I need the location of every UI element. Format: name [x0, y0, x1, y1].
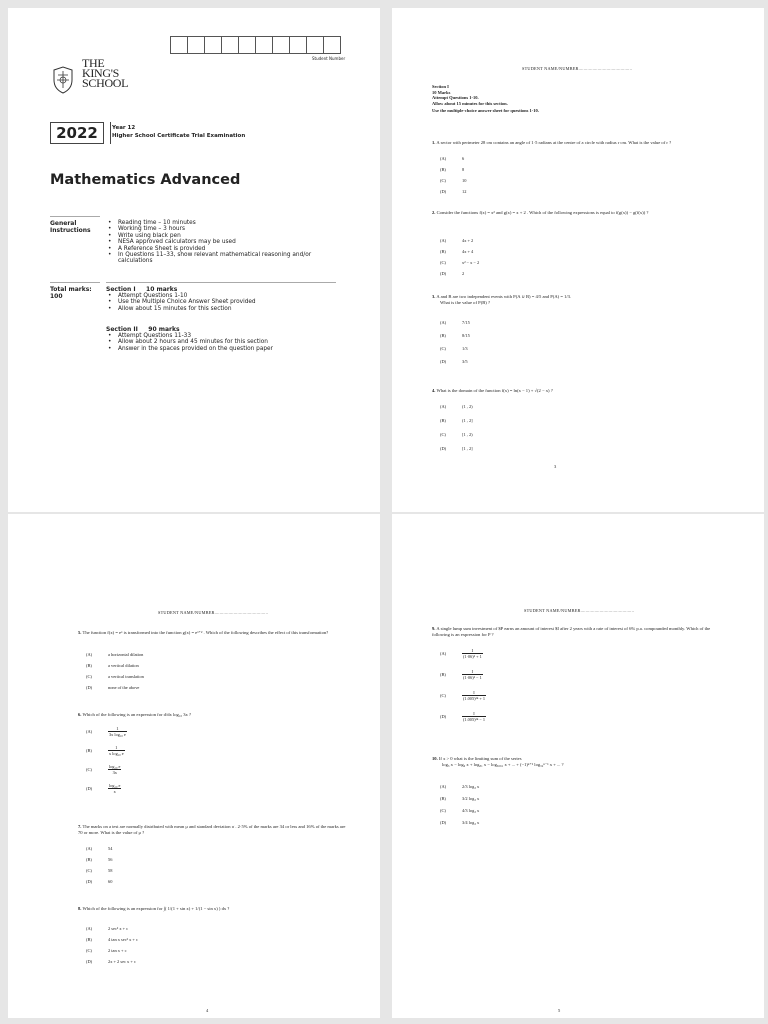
section-2-list — [106, 333, 336, 352]
question-number: 10. — [432, 756, 438, 761]
options-q4 — [440, 404, 473, 451]
section-info — [432, 84, 732, 114]
divider — [50, 216, 100, 217]
fraction-denominator: (1·06)² + 1 — [463, 654, 482, 659]
list-item: • Write using black pen — [106, 233, 336, 239]
school-name-line: KING'S — [82, 66, 120, 80]
question-8 — [78, 906, 350, 912]
question-6 — [78, 712, 350, 718]
page-number: 4 — [206, 1008, 209, 1013]
option — [440, 404, 473, 409]
option-label: (A) — [440, 238, 447, 243]
instructions-list — [106, 220, 336, 265]
options-q10 — [440, 784, 479, 825]
page-number: 5 — [558, 1008, 561, 1013]
list-item: • Answer in the spaces provided on the question paper — [106, 346, 336, 352]
school-name-line: THE — [82, 56, 105, 70]
option — [86, 674, 144, 679]
option-value: none of the above — [108, 685, 140, 690]
question-5 — [78, 630, 350, 636]
option — [86, 726, 127, 737]
fraction-denominator: (1.005)²⁴ + 1 — [463, 696, 486, 701]
option-value: [1 , 2] — [462, 446, 473, 451]
option-value: (1 , 2] — [462, 418, 473, 423]
fraction-numerator: I — [462, 648, 483, 654]
fraction-numerator: 1 — [108, 726, 127, 732]
fraction-denominator: x — [113, 789, 116, 794]
question-3 — [432, 294, 732, 306]
option-label: (D) — [86, 785, 93, 791]
question-9 — [432, 626, 722, 638]
option — [86, 868, 112, 873]
exam-title — [112, 124, 245, 140]
option — [440, 178, 466, 183]
option-value: (1 , 2) — [462, 404, 473, 409]
option-label: (D) — [440, 713, 447, 719]
option — [86, 846, 112, 851]
option-label: (B) — [440, 671, 446, 677]
option-value: 3/4 log₃ x — [462, 820, 480, 825]
options-q3 — [440, 320, 470, 364]
option-value: 4 tan x sec² x + c — [108, 937, 138, 942]
heading-line: General — [50, 220, 77, 227]
option — [440, 167, 466, 172]
total-marks-label: Total marks: — [50, 286, 92, 293]
section-2-info — [106, 326, 336, 352]
option — [86, 948, 138, 953]
option — [440, 260, 479, 265]
option-value: [1 , 2) — [462, 432, 473, 437]
option — [440, 446, 473, 451]
exam-page-5 — [392, 514, 764, 1018]
option-label: (C) — [440, 260, 446, 265]
student-number-label: Student Number — [312, 56, 346, 61]
list-item: • Allow about 15 minutes for this section — [106, 306, 336, 312]
option-label: (C) — [86, 674, 92, 679]
section-info-line: Use the multiple-choice answer sheet for questions 1-10. — [432, 108, 539, 114]
question-2 — [432, 210, 732, 216]
option-value: 56 — [108, 857, 113, 862]
question-text: A and B are two independent events with P(A ∪ B) = 4/5 and P(A) = 1/3. — [436, 294, 572, 299]
option-label: (D) — [440, 271, 447, 276]
option — [440, 432, 473, 437]
options-q8 — [86, 926, 138, 964]
subject-title: Mathematics Advanced — [50, 172, 241, 188]
fraction-numerator: log₁₀ e — [109, 783, 121, 788]
question-4 — [432, 388, 732, 394]
option-value: 58 — [108, 868, 113, 873]
option — [440, 418, 473, 423]
option-label: (C) — [440, 346, 446, 351]
option-value: 7/15 — [462, 320, 470, 325]
option-label: (A) — [86, 926, 93, 931]
list-item: • In Questions 11–33, show relevant mathematical reasoning and/or calculations — [106, 252, 336, 265]
question-text: If x > 0 what is the limiting sum of the series — [438, 756, 522, 761]
fraction-numerator: I — [462, 669, 483, 675]
option-label: (D) — [86, 959, 93, 964]
option-label: (A) — [440, 404, 447, 409]
fraction-denominator: (1.005)²⁴ − 1 — [463, 717, 486, 722]
option-label: (B) — [86, 857, 92, 862]
option-value: 2/3 log₃ x — [462, 784, 480, 789]
option-label: (B) — [440, 333, 446, 338]
question-text: The function f(x) = eˣ is transformed into the function g(x) = eˣ⁺² . Which of the following describes the effect of this transformation? — [82, 630, 329, 635]
school-crest-icon — [52, 66, 74, 94]
total-marks-value: 100 — [50, 293, 63, 300]
option — [440, 238, 479, 243]
student-name-field: STUDENT NAME/NUMBER.......................................... — [524, 608, 635, 613]
list-item: • Working time – 3 hours — [106, 226, 336, 232]
option-label: (C) — [440, 432, 446, 437]
question-number: 6. — [78, 712, 82, 717]
option — [86, 652, 144, 657]
question-text: Consider the functions f(x) = x² and g(x) = x + 2 . Which of the following expressions is equal to f(g(x)) − g(f(x)) ? — [436, 210, 649, 215]
option-label: (C) — [86, 766, 92, 772]
question-subtext: What is the value of P(B) ? — [440, 300, 491, 306]
exam-page-4 — [8, 514, 380, 1018]
option-value: 12 — [462, 189, 467, 194]
student-name-field: STUDENT NAME/NUMBER.......................................... — [522, 66, 633, 71]
student-number-boxes — [170, 36, 340, 54]
question-number: 5. — [78, 630, 82, 635]
option-label: (C) — [86, 948, 92, 953]
divider — [106, 282, 336, 283]
question-1 — [432, 140, 732, 146]
option-value: 3/2 log₃ x — [462, 796, 480, 801]
question-text: Which of the following is an expression for d/dx log₁₀ 3x ? — [82, 712, 191, 717]
option — [440, 189, 466, 194]
option-value: 8 — [462, 167, 465, 172]
question-text: A sector with perimeter 28 cm contains an angle of 1·5 radians at the centre of a circle with radius r cm. What is the value of r ? — [436, 140, 672, 145]
option-label: (B) — [440, 796, 446, 801]
option — [440, 271, 479, 276]
option-label: (A) — [86, 652, 93, 657]
option-value: 60 — [108, 879, 113, 884]
option-value: a vertical dilation — [108, 663, 139, 668]
option-label: (A) — [440, 650, 447, 656]
option-label: (B) — [440, 167, 446, 172]
exam-page-3 — [392, 8, 764, 512]
section-marks: 10 marks — [146, 286, 178, 293]
option — [440, 690, 486, 701]
option — [86, 663, 144, 668]
section-info-line: Section I — [432, 84, 449, 89]
fraction-numerator: 1 — [108, 745, 125, 751]
option — [440, 808, 479, 813]
cover-page — [8, 8, 380, 512]
list-item: • NESA approved calculators may be used — [106, 239, 336, 245]
option-value: 2 sec² x + c — [108, 926, 129, 931]
option-value: a horizontal dilation — [108, 652, 144, 657]
question-text: The marks on a test are normally distributed with mean μ and standard deviation σ . 2·5% of the marks are 34 or less and 16% of the marks are 70 or more. What is the value of μ ? — [78, 824, 346, 836]
section-1-list — [106, 293, 336, 312]
option-value: 4x + 4 — [462, 249, 474, 254]
question-10 — [432, 756, 722, 768]
option-label: (A) — [440, 320, 447, 325]
fraction-denominator: 3x log₁₀ e — [109, 732, 126, 737]
option — [440, 711, 486, 722]
list-item: • Allow about 2 hours and 45 minutes for this section — [106, 339, 336, 345]
option-label: (A) — [86, 846, 93, 851]
option-value: 4x + 2 — [462, 238, 474, 243]
option-value: x² − x − 2 — [462, 260, 480, 265]
list-item: • Reading time – 10 minutes — [106, 220, 336, 226]
option — [440, 669, 486, 680]
total-marks — [50, 286, 92, 300]
question-number: 7. — [78, 824, 82, 829]
options-q7 — [86, 846, 112, 884]
option-label: (D) — [86, 879, 93, 884]
option-label: (C) — [86, 868, 92, 873]
option — [86, 685, 144, 690]
school-name — [82, 58, 128, 88]
question-number: 1. — [432, 140, 436, 145]
fraction-denominator: 3x — [112, 770, 117, 775]
list-item: • Attempt Questions 1-10 — [106, 293, 336, 299]
option — [86, 745, 127, 756]
list-item: • A Reference Sheet is provided — [106, 246, 336, 252]
options-q6 — [86, 726, 127, 794]
options-q2 — [440, 238, 479, 276]
school-name-line: SCHOOL — [82, 76, 129, 90]
option-label: (A) — [440, 156, 447, 161]
option-value: 6 — [462, 156, 465, 161]
question-number: 4. — [432, 388, 436, 393]
question-text: What is the domain of the function f(x) = ln(x − 1) + √(2 − x) ? — [436, 388, 553, 393]
option-label: (D) — [440, 820, 447, 825]
page-number: 3 — [554, 464, 557, 469]
section-title: Section II — [106, 326, 138, 333]
question-number: 9. — [432, 626, 436, 631]
exam-year: 2022 — [50, 122, 104, 144]
option-label: (D) — [86, 685, 93, 690]
option — [440, 333, 470, 338]
option-label: (C) — [440, 178, 446, 183]
option — [440, 796, 479, 801]
option — [440, 784, 479, 789]
fraction-numerator: I — [462, 690, 486, 696]
fraction-denominator: x log₁₀ e — [109, 751, 124, 756]
exam-name: Higher School Certificate Trial Examination — [112, 133, 246, 139]
option-value: 10 — [462, 178, 467, 183]
option — [440, 648, 486, 659]
section-info-line: 10 Marks — [432, 89, 451, 95]
question-text: A single lump sum investment of $P earns an amount of interest $I after 2 years with a rate of interest of 6% p.a. compounded monthly. Which of the following is an expression for P ? — [432, 626, 711, 638]
option — [86, 764, 127, 775]
option — [440, 820, 479, 825]
option-label: (B) — [86, 937, 92, 942]
option-label: (D) — [440, 446, 447, 451]
fraction-numerator: log₁₀ e — [109, 764, 121, 769]
question-number: 8. — [78, 906, 82, 911]
question-number: 2. — [432, 210, 436, 215]
section-heading — [106, 286, 336, 293]
question-7 — [78, 824, 350, 836]
option-value: 2 tan x + c — [108, 948, 127, 953]
option — [86, 857, 112, 862]
question-series: log₃ x − log₉ x + log₈₁ x − log₆₅₆₁ x + ... + (−1)ⁿ⁺¹ log₃₂ⁿ⁻¹ x + ... ? — [442, 762, 564, 768]
question-text: Which of the following is an expression for ∫( 1/(1 + sin x) + 1/(1 − sin x) ) dx ? — [82, 906, 230, 911]
option — [440, 359, 470, 364]
option — [440, 346, 470, 351]
option-value: 4/3 log₃ x — [462, 808, 480, 813]
section-heading — [106, 326, 336, 333]
section-info-line: Allow about 15 minutes for this section. — [432, 100, 508, 106]
option — [86, 783, 127, 794]
options-q1 — [440, 156, 466, 194]
option — [440, 249, 479, 254]
heading-line: Instructions — [50, 227, 91, 234]
divider — [50, 282, 100, 283]
option-label: (A) — [86, 728, 93, 734]
section-marks: 90 marks — [148, 326, 180, 333]
fraction-numerator: I — [462, 711, 486, 717]
year-level: Year 12 — [112, 125, 136, 131]
option-value: 2 — [462, 271, 465, 276]
option-value: 8/15 — [462, 333, 470, 338]
list-item: • Attempt Questions 11-33 — [106, 333, 336, 339]
option — [86, 879, 112, 884]
options-q5 — [86, 652, 144, 690]
question-number: 3. — [432, 294, 436, 299]
option-value: 54 — [108, 846, 113, 851]
option — [440, 156, 466, 161]
section-title: Section I — [106, 286, 136, 293]
option-label: (B) — [440, 418, 446, 423]
option-value: 2x + 2 sec x + c — [108, 959, 136, 964]
option-label: (D) — [440, 189, 447, 194]
section-info-line: Attempt Questions 1-10. — [432, 95, 479, 101]
option-label: (A) — [440, 784, 447, 789]
option-label: (D) — [440, 359, 447, 364]
fraction-denominator: (1·06)² − 1 — [463, 675, 482, 680]
option-label: (B) — [86, 663, 92, 668]
divider — [110, 122, 111, 144]
list-item: • Use the Multiple Choice Answer Sheet provided — [106, 299, 336, 305]
section-1-info — [106, 286, 336, 312]
student-name-field: STUDENT NAME/NUMBER.......................................... — [158, 610, 269, 615]
option-label: (B) — [440, 249, 446, 254]
options-q9 — [440, 648, 486, 722]
option-label: (C) — [440, 692, 446, 698]
option-value: 1/3 — [462, 346, 468, 351]
option-value: a vertical translation — [108, 674, 144, 679]
option — [440, 320, 470, 325]
option-label: (C) — [440, 808, 446, 813]
option-label: (B) — [86, 747, 92, 753]
option — [86, 937, 138, 942]
option — [86, 959, 138, 964]
general-instructions-heading — [50, 220, 91, 234]
option — [86, 926, 138, 931]
option-value: 3/5 — [462, 359, 468, 364]
